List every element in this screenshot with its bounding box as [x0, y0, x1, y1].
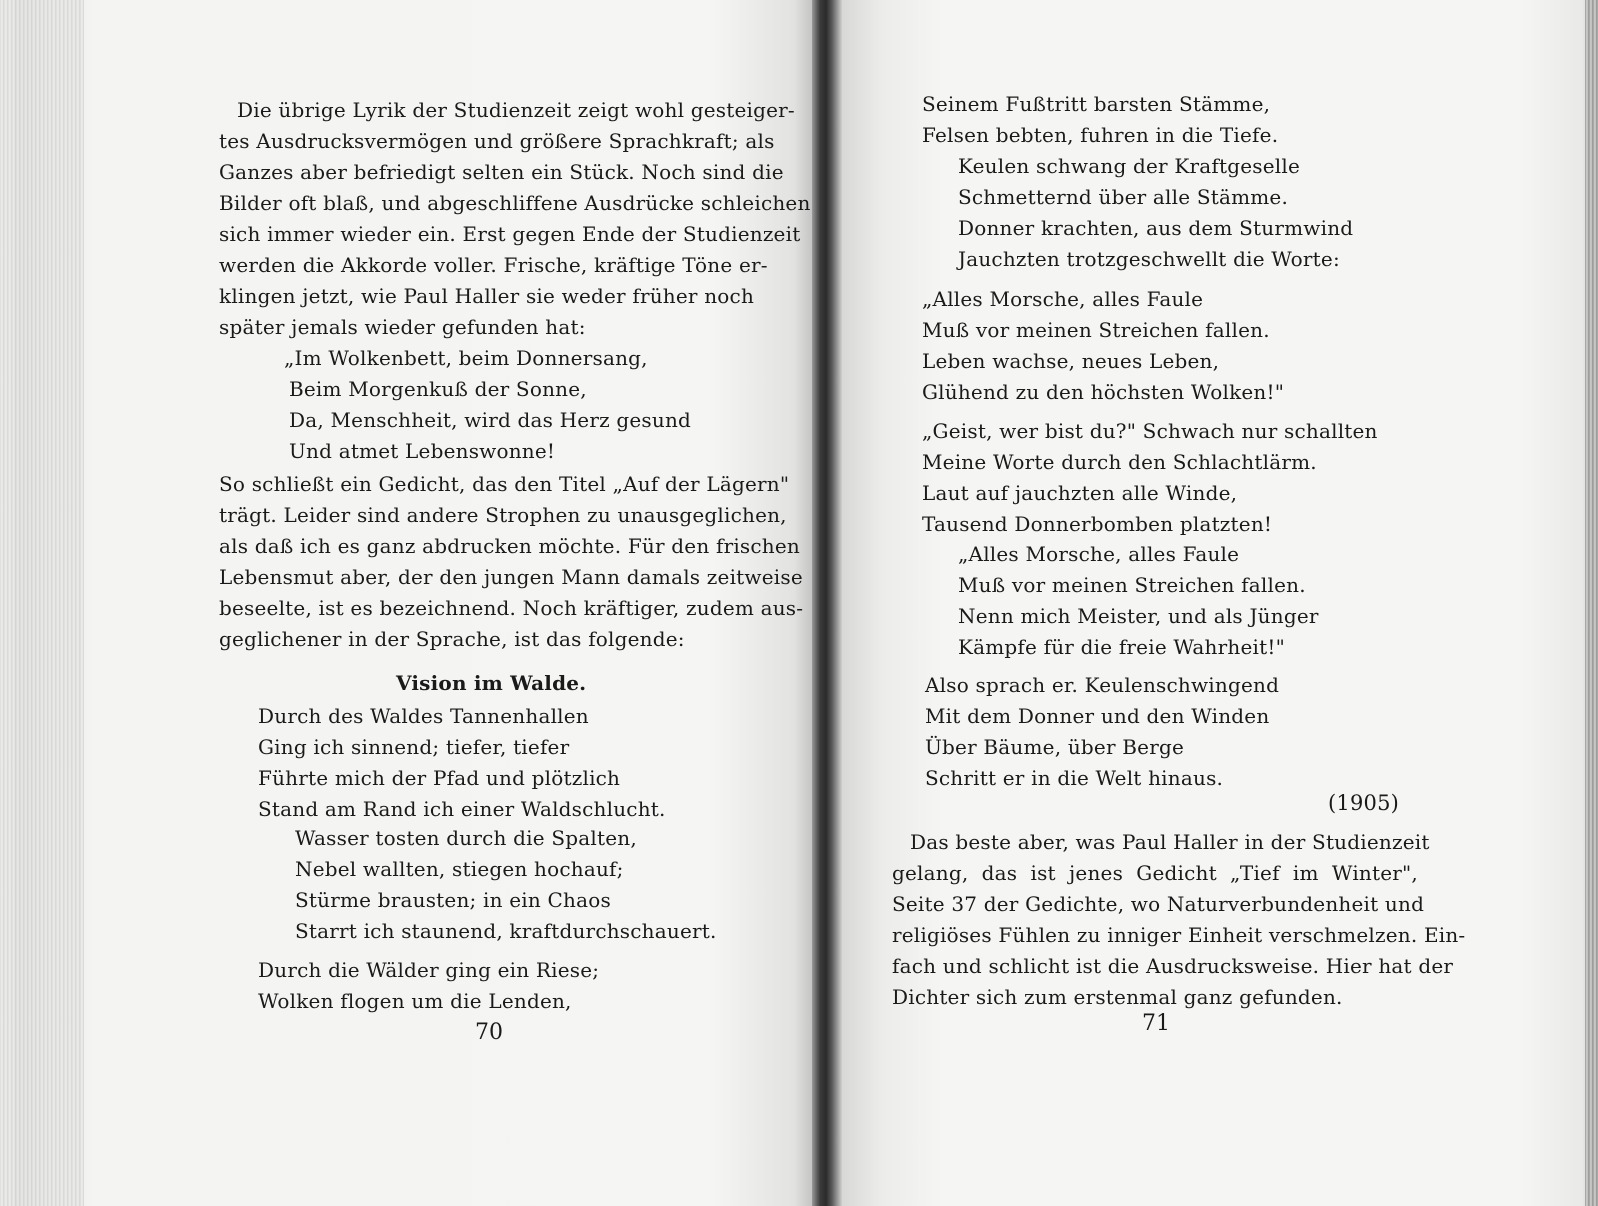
book-gutter [812, 0, 842, 1206]
poem-line: Muß vor meinen Streichen fallen. [922, 318, 1270, 342]
poem-line: Stand am Rand ich einer Waldschlucht. [258, 797, 666, 821]
poem-line: „Geist, wer bist du?" Schwach nur schallten [922, 419, 1378, 443]
paragraph-line: Die übrige Lyrik der Studienzeit zeigt wohl gesteiger- [237, 98, 795, 122]
poem-line: Wasser tosten durch die Spalten, [295, 826, 637, 850]
paragraph-line: sich immer wieder ein. Erst gegen Ende der Studienzeit [219, 222, 801, 246]
paragraph-line: Ganzes aber befriedigt selten ein Stück. Noch sind die [219, 160, 784, 184]
page-number-left: 70 [475, 1020, 503, 1045]
paragraph-line: Dichter sich zum erstenmal ganz gefunden. [892, 985, 1343, 1009]
paragraph-line: werden die Akkorde voller. Frische, kräftige Töne er- [219, 253, 768, 277]
poem-line: Glühend zu den höchsten Wolken!" [922, 380, 1285, 404]
poem-line: Also sprach er. Keulenschwingend [925, 673, 1280, 697]
poem-line: Tausend Donnerbomben platzten! [922, 512, 1273, 536]
poem-line: „Alles Morsche, alles Faule [958, 542, 1240, 566]
poem-line: Jauchzten trotzgeschwellt die Worte: [958, 247, 1340, 271]
poem-line: Kämpfe für die freie Wahrheit!" [958, 635, 1285, 659]
poem-line: Nenn mich Meister, und als Jünger [958, 604, 1319, 628]
paragraph-line: als daß ich es ganz abdrucken möchte. Für den frischen [219, 534, 800, 558]
paragraph-line: später jemals wieder gefunden hat: [219, 315, 586, 339]
poem-title: Vision im Walde. [396, 671, 587, 695]
poem-line: Schritt er in die Welt hinaus. [925, 766, 1224, 790]
poem-line: Ging ich sinnend; tiefer, tiefer [258, 735, 570, 759]
poem-line: Stürme brausten; in ein Chaos [295, 888, 611, 912]
paragraph-line: Lebensmut aber, der den jungen Mann damals zeitweise [219, 565, 803, 589]
poem-line: Über Bäume, über Berge [925, 735, 1184, 759]
paragraph-line: trägt. Leider sind andere Strophen zu unausgeglichen, [219, 503, 787, 527]
quote-line: Beim Morgenkuß der Sonne, [289, 377, 587, 401]
poem-line: Führte mich der Pfad und plötzlich [258, 766, 621, 790]
page-edges-right [1585, 0, 1598, 1206]
quote-line: Und atmet Lebenswonne! [289, 439, 556, 463]
poem-line: Nebel wallten, stiegen hochauf; [295, 857, 624, 881]
poem-line: Wolken flogen um die Lenden, [258, 989, 572, 1013]
poem-line: Donner krachten, aus dem Sturmwind [958, 216, 1354, 240]
paragraph-line: geglichener in der Sprache, ist das folgende: [219, 627, 685, 651]
page-number-right: 71 [1142, 1011, 1170, 1036]
paragraph-line: So schließt ein Gedicht, das den Titel „Auf der Lägern" [219, 472, 790, 496]
poem-line: Durch die Wälder ging ein Riese; [258, 958, 600, 982]
poem-date: (1905) [1328, 791, 1400, 815]
poem-line: Meine Worte durch den Schlachtlärm. [922, 450, 1317, 474]
paragraph-line: fach und schlicht ist die Ausdrucksweise. Hier hat der [892, 954, 1454, 978]
poem-line: Durch des Waldes Tannenhallen [258, 704, 589, 728]
quote-line: „Im Wolkenbett, beim Donnersang, [284, 346, 648, 370]
poem-line: Laut auf jauchzten alle Winde, [922, 481, 1238, 505]
paragraph-line: beseelte, ist es bezeichnend. Noch kräftiger, zudem aus- [219, 596, 804, 620]
paragraph-line: Bilder oft blaß, und abgeschliffene Ausdrücke schleichen [219, 191, 811, 215]
paragraph-line: Das beste aber, was Paul Haller in der Studienzeit [910, 830, 1430, 854]
poem-line: Mit dem Donner und den Winden [925, 704, 1270, 728]
poem-line: „Alles Morsche, alles Faule [922, 287, 1204, 311]
poem-line: Muß vor meinen Streichen fallen. [958, 573, 1306, 597]
quote-line: Da, Menschheit, wird das Herz gesund [289, 408, 692, 432]
poem-line: Starrt ich staunend, kraftdurchschauert. [295, 919, 717, 943]
poem-line: Felsen bebten, fuhren in die Tiefe. [922, 123, 1279, 147]
poem-line: Leben wachse, neues Leben, [922, 349, 1220, 373]
paragraph-line: religiöses Fühlen zu inniger Einheit verschmelzen. Ein- [892, 923, 1466, 947]
poem-line: Schmetternd über alle Stämme. [958, 185, 1289, 209]
paragraph-line: tes Ausdrucksvermögen und größere Sprachkraft; als [219, 129, 775, 153]
page-edges-left [0, 0, 84, 1206]
poem-line: Seinem Fußtritt barsten Stämme, [922, 92, 1271, 116]
paragraph-line: klingen jetzt, wie Paul Haller sie weder früher noch [219, 284, 755, 308]
paragraph-line: Seite 37 der Gedichte, wo Naturverbundenheit und [892, 892, 1425, 916]
paragraph-line: gelang, das ist jenes Gedicht „Tief im Winter", [892, 861, 1418, 885]
poem-line: Keulen schwang der Kraftgeselle [958, 154, 1301, 178]
right-page [842, 0, 1598, 1206]
